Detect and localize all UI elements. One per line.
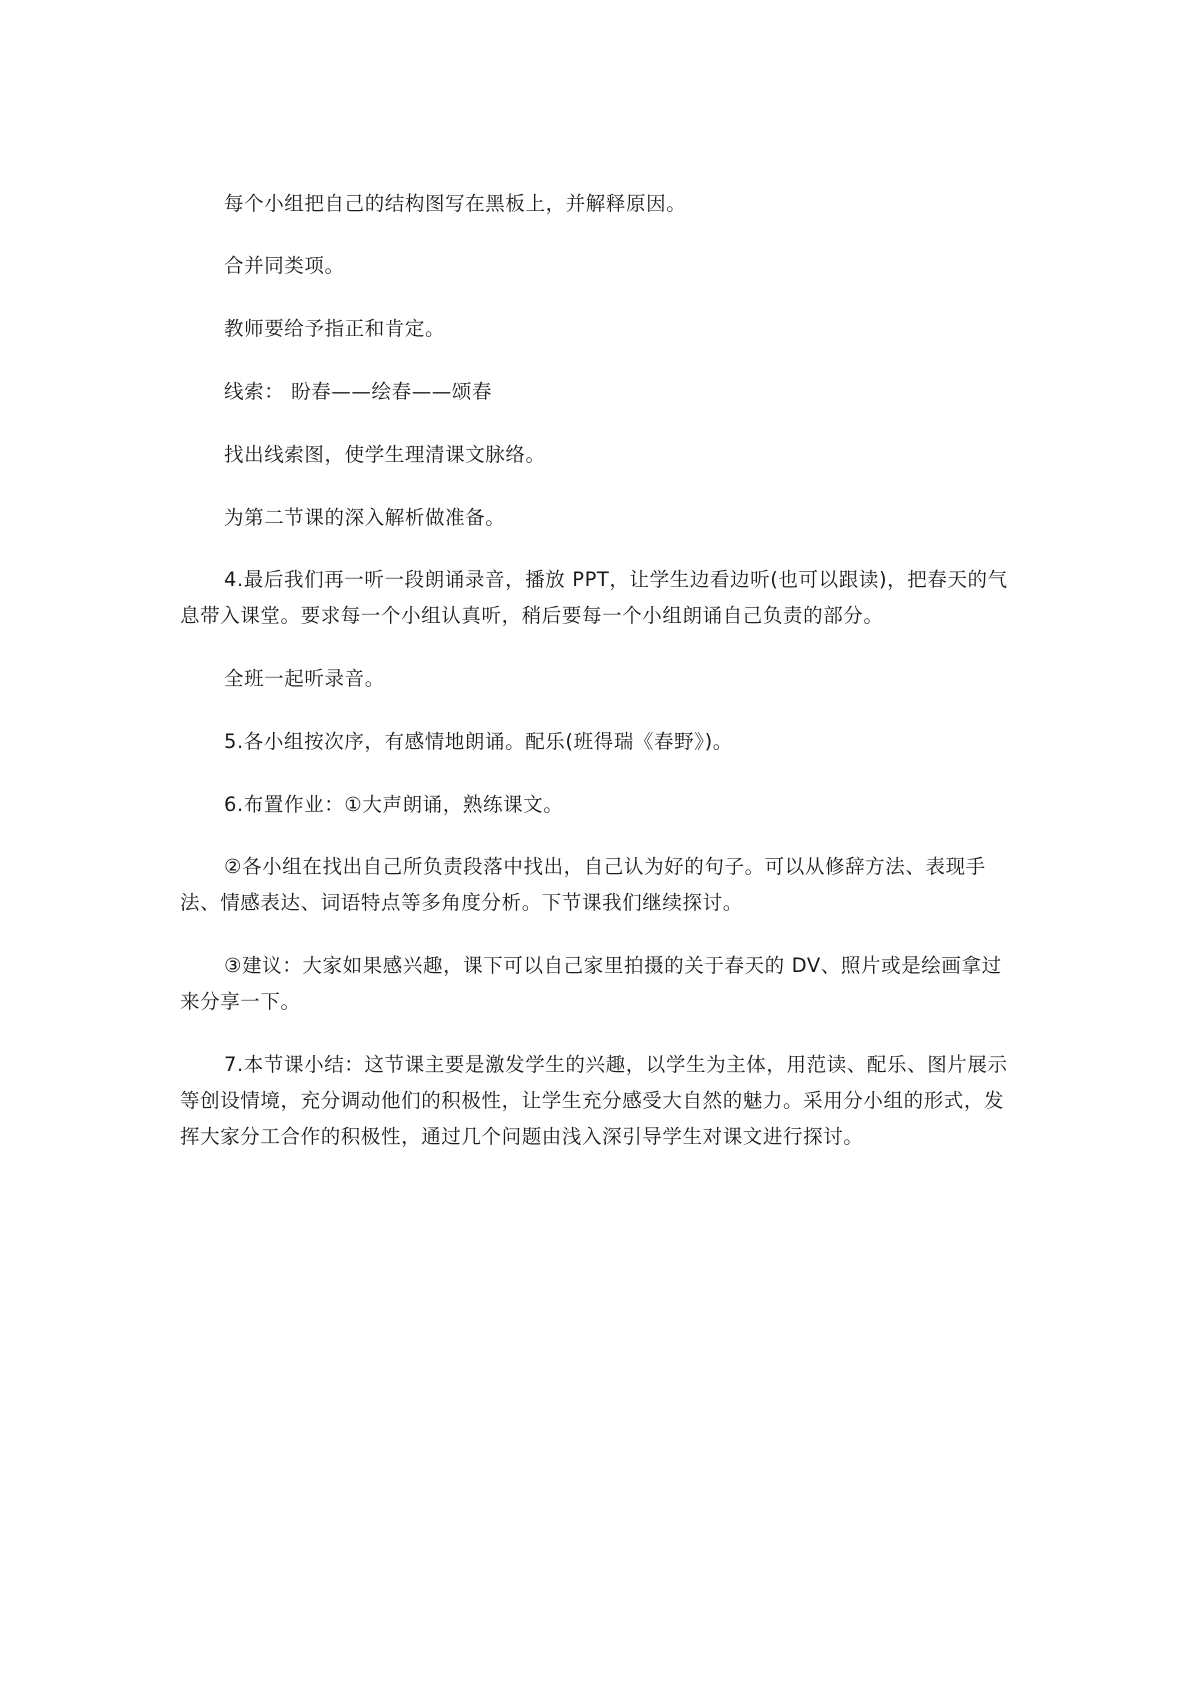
paragraph-structure-diagram: 每个小组把自己的结构图写在黑板上，并解释原因。: [224, 192, 687, 215]
paragraph-merge-items: 合并同类项。: [224, 254, 345, 277]
paragraph-teacher-feedback: 教师要给予指正和肯定。: [224, 317, 446, 340]
paragraph-step-5: 5.各小组按次序，有感情地朗诵。配乐(班得瑞《春野》)。: [224, 730, 733, 753]
paragraph-listen-recording: 全班一起听录音。: [224, 667, 385, 690]
paragraph-clue: 线索： 盼春——绘春——颂春: [224, 380, 493, 403]
paragraph-homework-2: ②各小组在找出自己所负责段落中找出，自己认为好的句子。可以从修辞方法、表现手法、情感表达、词语特点等多角度分析。下节课我们继续探讨。: [180, 855, 986, 914]
paragraph-step-4: 4.最后我们再一听一段朗诵录音，播放 PPT，让学生边看边听(也可以跟读)，把春天的气息带入课堂。要求每一个小组认真听，稍后要每一个小组朗诵自己负责的部分。: [180, 568, 1008, 627]
paragraph-step-6: 6.布置作业：①大声朗诵，熟练课文。: [224, 793, 564, 816]
paragraph-step-7-summary: 7.本节课小结：这节课主要是激发学生的兴趣，以学生为主体，用范读、配乐、图片展示等创设情境，充分调动他们的积极性，让学生充分感受大自然的魅力。采用分小组的形式，发挥大家分工合作的积极性，通过几个问题由浅入深引导学生对课文进行探讨。: [180, 1053, 1008, 1148]
paragraph-homework-3: ③建议：大家如果感兴趣，课下可以自己家里拍摄的关于春天的 DV、照片或是绘画拿过来分享一下。: [180, 954, 1002, 1013]
paragraph-clue-diagram: 找出线索图，使学生理清课文脉络。: [224, 443, 546, 466]
paragraph-second-lesson-prep: 为第二节课的深入解析做准备。: [224, 506, 506, 529]
